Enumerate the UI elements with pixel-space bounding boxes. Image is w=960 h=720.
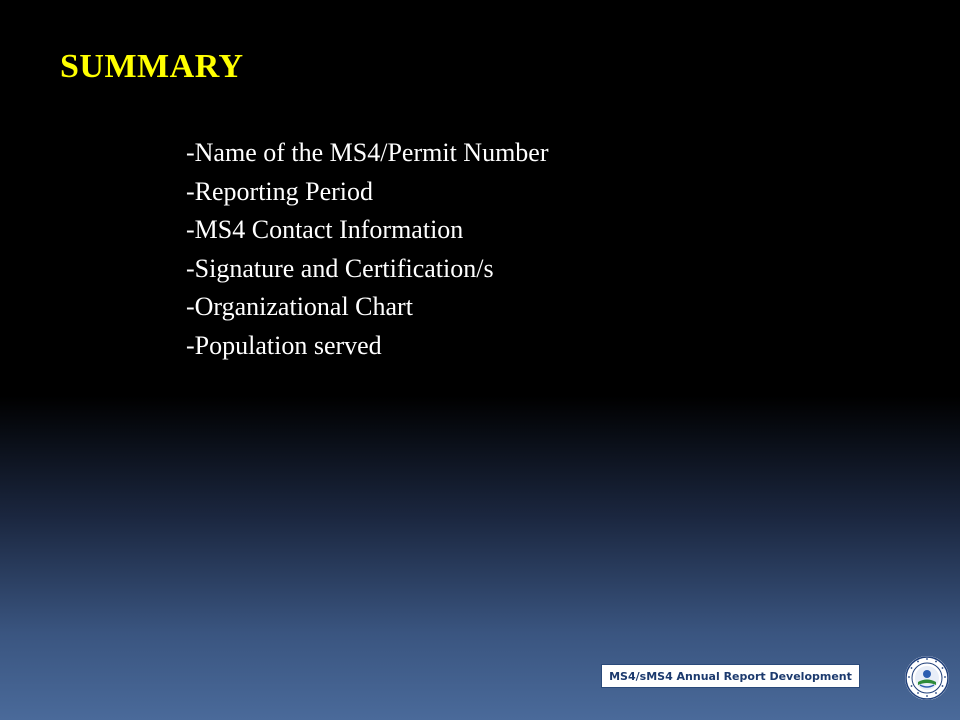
list-item: -Name of the MS4/Permit Number — [186, 138, 549, 167]
list-item: -Population served — [186, 330, 382, 360]
agency-seal-icon — [904, 655, 950, 701]
slide-title: SUMMARY — [60, 48, 244, 85]
list-item: -Signature and Certification/s — [186, 253, 494, 283]
list-item: -Organizational Chart — [186, 292, 413, 321]
list-item: -MS4 Contact Information — [186, 215, 464, 244]
summary-list — [186, 134, 549, 365]
list-item: -Reporting Period — [186, 176, 374, 206]
footer-label: MS4/sMS4 Annual Report Development — [601, 664, 860, 688]
